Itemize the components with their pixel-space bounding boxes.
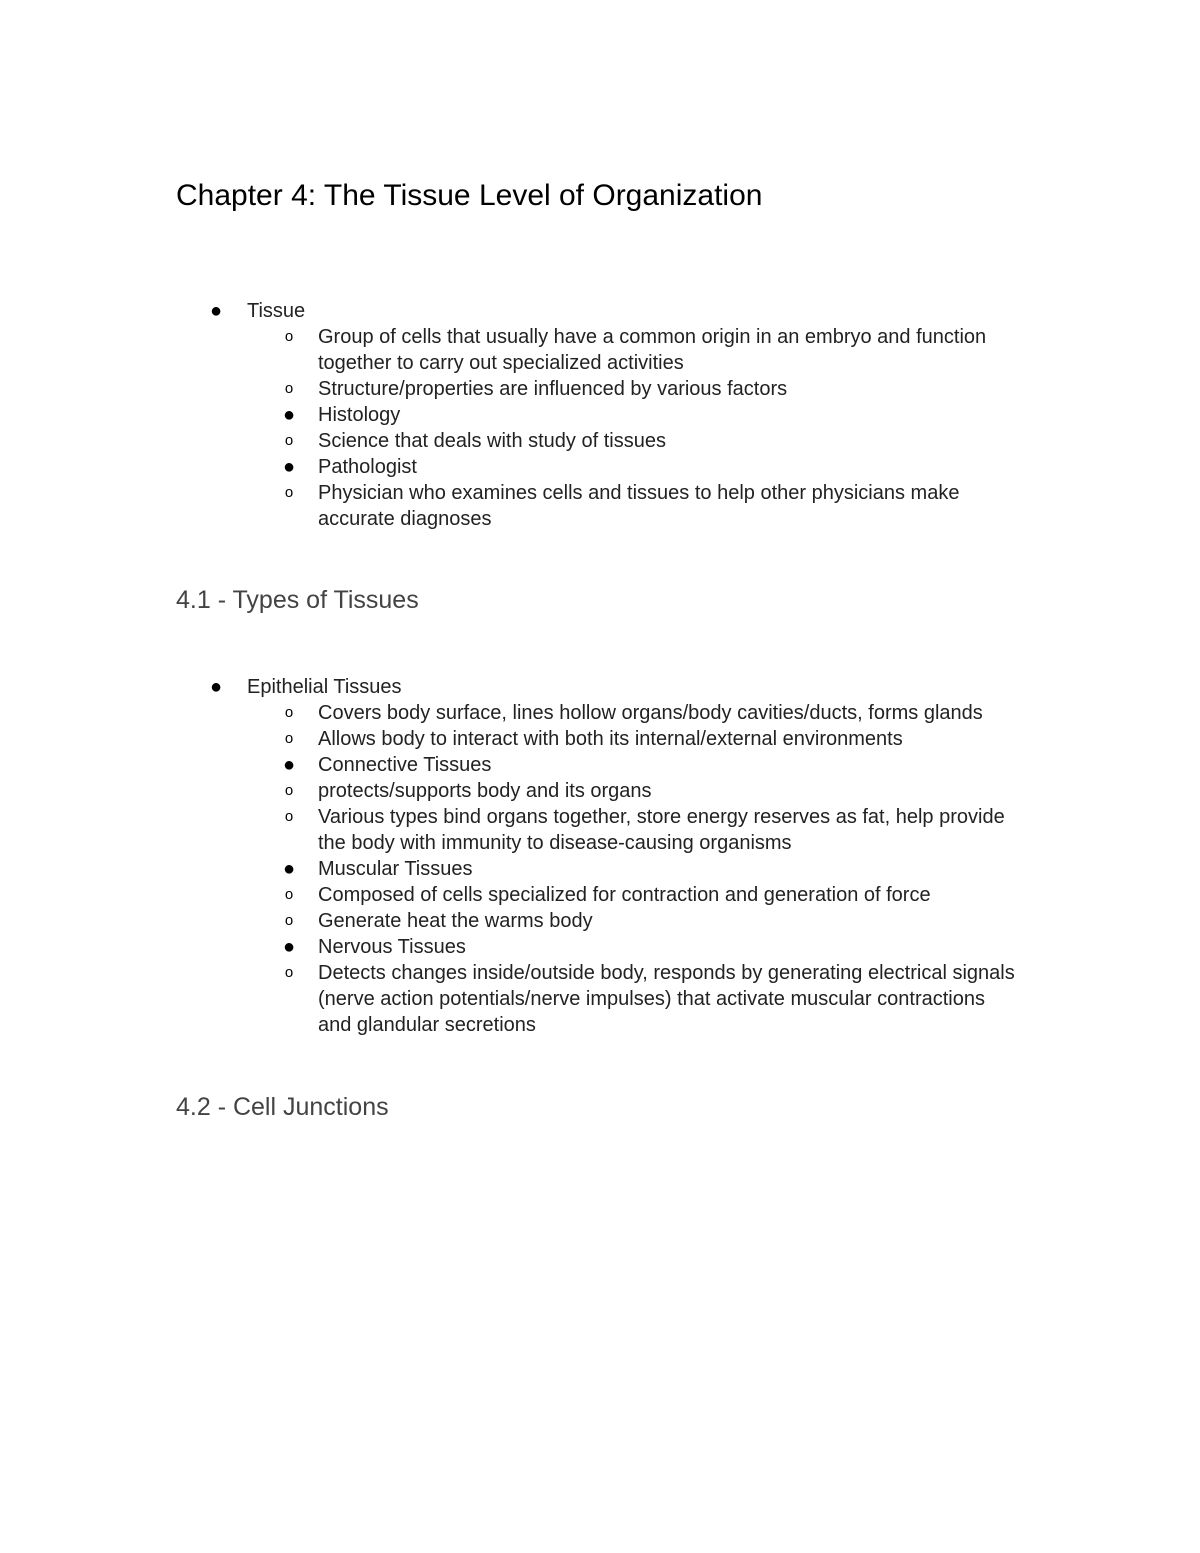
list-item-text: Connective Tissues	[318, 754, 492, 776]
list-item	[0, 908, 1018, 934]
list-item	[0, 674, 1200, 700]
hollow-circle-bullet-icon: o	[284, 484, 294, 501]
hollow-circle-bullet-icon: o	[284, 886, 294, 903]
list-item-text: Epithelial Tissues	[247, 676, 402, 698]
filled-bullet-icon: ●	[282, 456, 296, 478]
list-item-text: Composed of cells specialized for contraction and generation of force	[318, 884, 931, 906]
filled-bullet-icon: ●	[282, 404, 296, 426]
list-item	[0, 324, 1018, 376]
section-heading-types-of-tissues: 4.1 - Types of Tissues	[176, 586, 419, 614]
filled-bullet-icon: ●	[282, 858, 296, 880]
page-title: Chapter 4: The Tissue Level of Organization	[176, 179, 763, 212]
hollow-circle-bullet-icon: o	[284, 380, 294, 397]
list-item-text: protects/supports body and its organs	[318, 780, 652, 802]
hollow-circle-bullet-icon: o	[284, 808, 294, 825]
filled-bullet-icon: ●	[209, 676, 223, 698]
list-item-text: Histology	[318, 404, 401, 426]
list-item-text: Science that deals with study of tissues	[318, 430, 666, 452]
hollow-circle-bullet-icon: o	[284, 782, 294, 799]
list-item	[0, 778, 1018, 804]
list-item	[0, 960, 1018, 1038]
list-item	[0, 454, 1018, 480]
intro-list	[0, 298, 1200, 532]
hollow-circle-bullet-icon: o	[284, 328, 294, 345]
list-item-text: Various types bind organs together, store energy reserves as fat, help provide the body with immunity to disease-causing organisms	[318, 806, 1005, 854]
list-item	[0, 298, 1200, 324]
list-item	[0, 480, 1018, 532]
hollow-circle-bullet-icon: o	[284, 964, 294, 981]
list-item-text: Physician who examines cells and tissues to help other physicians make accurate diagnoses	[318, 482, 960, 530]
list-item-text: Allows body to interact with both its internal/external environments	[318, 728, 903, 750]
list-item	[0, 402, 1018, 428]
list-item-text: Detects changes inside/outside body, responds by generating electrical signals (nerve action potentials/nerve impulses) that activate muscular contractions and glandular secretions	[318, 962, 1015, 1036]
list-item	[0, 428, 1018, 454]
filled-bullet-icon: ●	[282, 936, 296, 958]
list-item	[0, 376, 1018, 402]
list-item	[0, 856, 1018, 882]
list-item-text: Structure/properties are influenced by various factors	[318, 378, 788, 400]
filled-bullet-icon: ●	[282, 754, 296, 776]
list-item	[0, 726, 1018, 752]
list-item-text: Muscular Tissues	[318, 858, 473, 880]
list-item	[0, 934, 1018, 960]
types-of-tissues-list	[0, 674, 1200, 1038]
hollow-circle-bullet-icon: o	[284, 432, 294, 449]
hollow-circle-bullet-icon: o	[284, 912, 294, 929]
list-item	[0, 700, 1018, 726]
filled-bullet-icon: ●	[209, 300, 223, 322]
list-item-text: Pathologist	[318, 456, 417, 478]
list-item-text: Nervous Tissues	[318, 936, 466, 958]
hollow-circle-bullet-icon: o	[284, 730, 294, 747]
list-item-text: Tissue	[247, 300, 306, 322]
list-item-text: Group of cells that usually have a common origin in an embryo and function together to carry out specialized activities	[318, 326, 987, 374]
list-item	[0, 752, 1018, 778]
hollow-circle-bullet-icon: o	[284, 704, 294, 721]
section-heading-cell-junctions: 4.2 - Cell Junctions	[176, 1093, 389, 1121]
list-item	[0, 882, 1018, 908]
list-item-text: Covers body surface, lines hollow organs/body cavities/ducts, forms glands	[318, 702, 983, 724]
list-item	[0, 804, 1018, 856]
list-item-text: Generate heat the warms body	[318, 910, 593, 932]
